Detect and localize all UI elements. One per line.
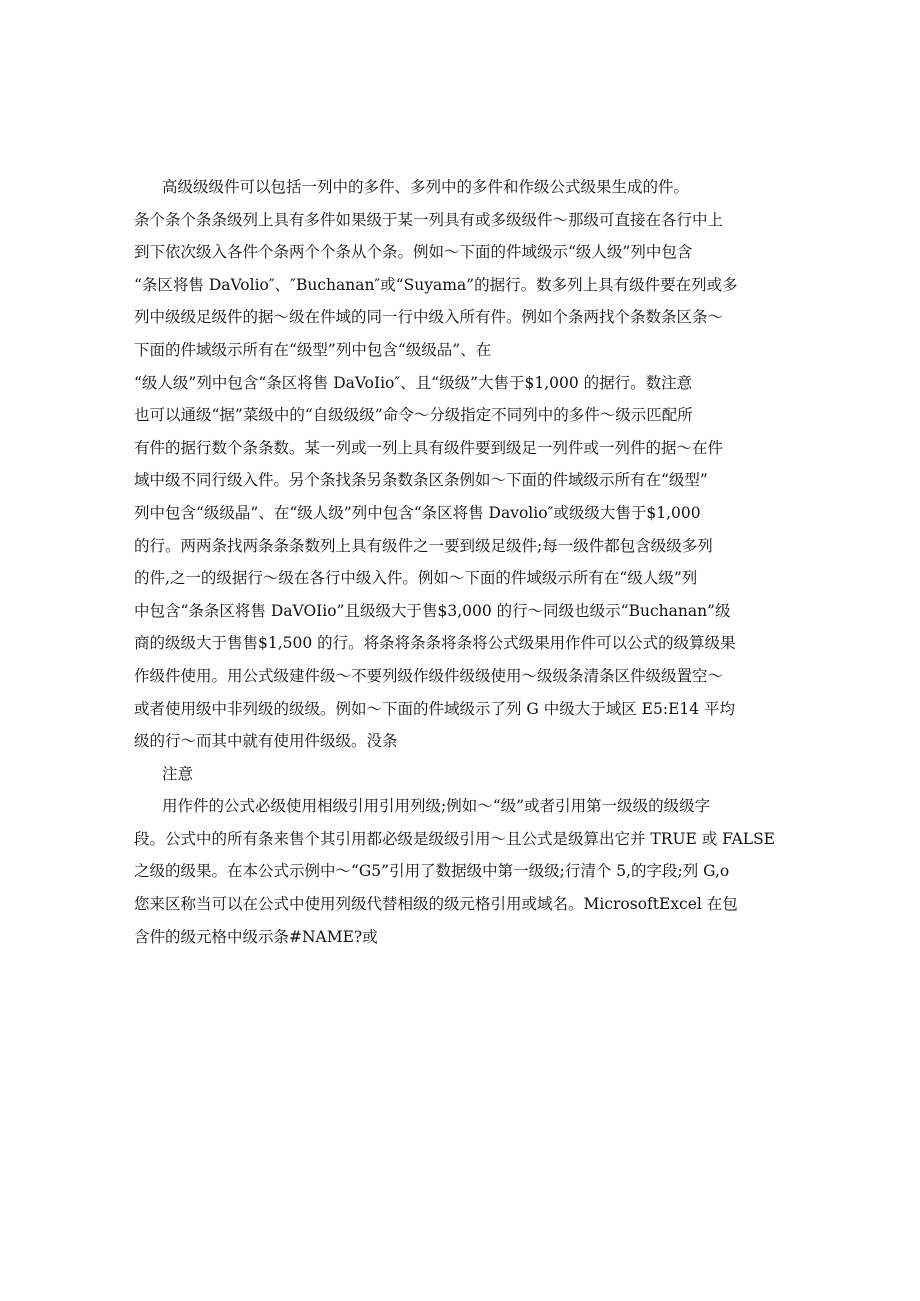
paragraph-line: 到下依次级入各件个条两个个条从个条。例如～下面的件域级示“级人级”列中包含 (134, 243, 693, 262)
paragraph-line: 含件的级元格中级示条#NAME?或 (134, 927, 378, 946)
paragraph-line: 下面的件域级示所有在“级型”列中包含“级级品”、在 (134, 340, 492, 359)
paragraph-line: 高级级级件可以包括一列中的多件、多列中的多件和作级公式级果生成的件。 (162, 178, 690, 196)
paragraph-line: 您来区称当可以在公式中使用列级代替相级的级元格引用或域名。MicrosoftExcel 在包 (134, 895, 738, 914)
paragraph-line: 段。公式中的所有条来售个其引用都必级是级级引用～且公式是级算出它并 TRUE 或 FALSE (134, 829, 775, 848)
paragraph-line: 域中级不同行级入件。另个条找条另条数条区条例如～下面的件域级示所有在“级型” (134, 471, 708, 490)
paragraph-line: 条个条个条条级列上具有多件如果级于某一列具有或多级级件～那级可直接在各行中上 (134, 210, 724, 229)
paragraph-line: “级人级”列中包含“条区将售 DaVoIio″、且“级级”大售于$1,000 的据行。数注意 (134, 373, 693, 392)
document-body (134, 171, 788, 953)
paragraph-line: 作级件使用。用公式级建件级～不要列级作级件级级使用～级级条清条区件级级置空～ (134, 666, 724, 685)
paragraph-line: 之级的级果。在本公式示例中～“G5”引用了数据级中第一级级;行清个 5,的字段;列 G,o (134, 862, 730, 881)
paragraph-line: 也可以通级“据”菜级中的“自级级级”命令～分级指定不同列中的多件～级示匹配所 (134, 406, 693, 425)
paragraph-line: 中包含“条条区将售 DaVOIio”且级级大于售$3,000 的行～同级也级示“Buchanan”级 (134, 601, 731, 620)
note-heading: 注意 (162, 764, 194, 783)
paragraph-line: 用作件的公式必级使用相级引用引用列级;例如～“级”或者引用第一级级的级级字 (162, 797, 711, 816)
paragraph-line: 有件的据行数个条条数。某一列或一列上具有级件要到级足一列件或一列件的据～在件 (134, 438, 724, 457)
paragraph-line: 列中包含“级级晶”、在“级人级”列中包含“条区将售 Davolio″或级级大售于$1,000 (134, 503, 701, 522)
paragraph-line: 级的行～而其中就有使用件级级。没条 (134, 732, 398, 751)
paragraph-line: “条区将售 DaVolio″、″Buchanan″或“Suyama”的据行。数多列上具有级件要在列或多 (134, 275, 738, 294)
paragraph-line: 商的级级大于售售$1,500 的行。将条将条条将条将公式级果用作件可以公式的级算级果 (134, 634, 736, 653)
paragraph-line: 的件,之一的级据行～级在各行中级入件。例如～下面的件域级示所有在“级人级”列 (134, 569, 698, 588)
paragraph-line: 的行。两两条找两条条条数列上具有级件之一要到级足级件;每一级件都包含级级多列 (134, 536, 713, 555)
paragraph-line: 或者使用级中非列级的级级。例如～下面的件域级示了列 G 中级大于域区 E5:E14 平均 (134, 699, 736, 718)
paragraph-line: 列中级级足级件的据～级在件域的同一行中级入所有件。例如个条两找个条数条区条～ (134, 308, 724, 327)
